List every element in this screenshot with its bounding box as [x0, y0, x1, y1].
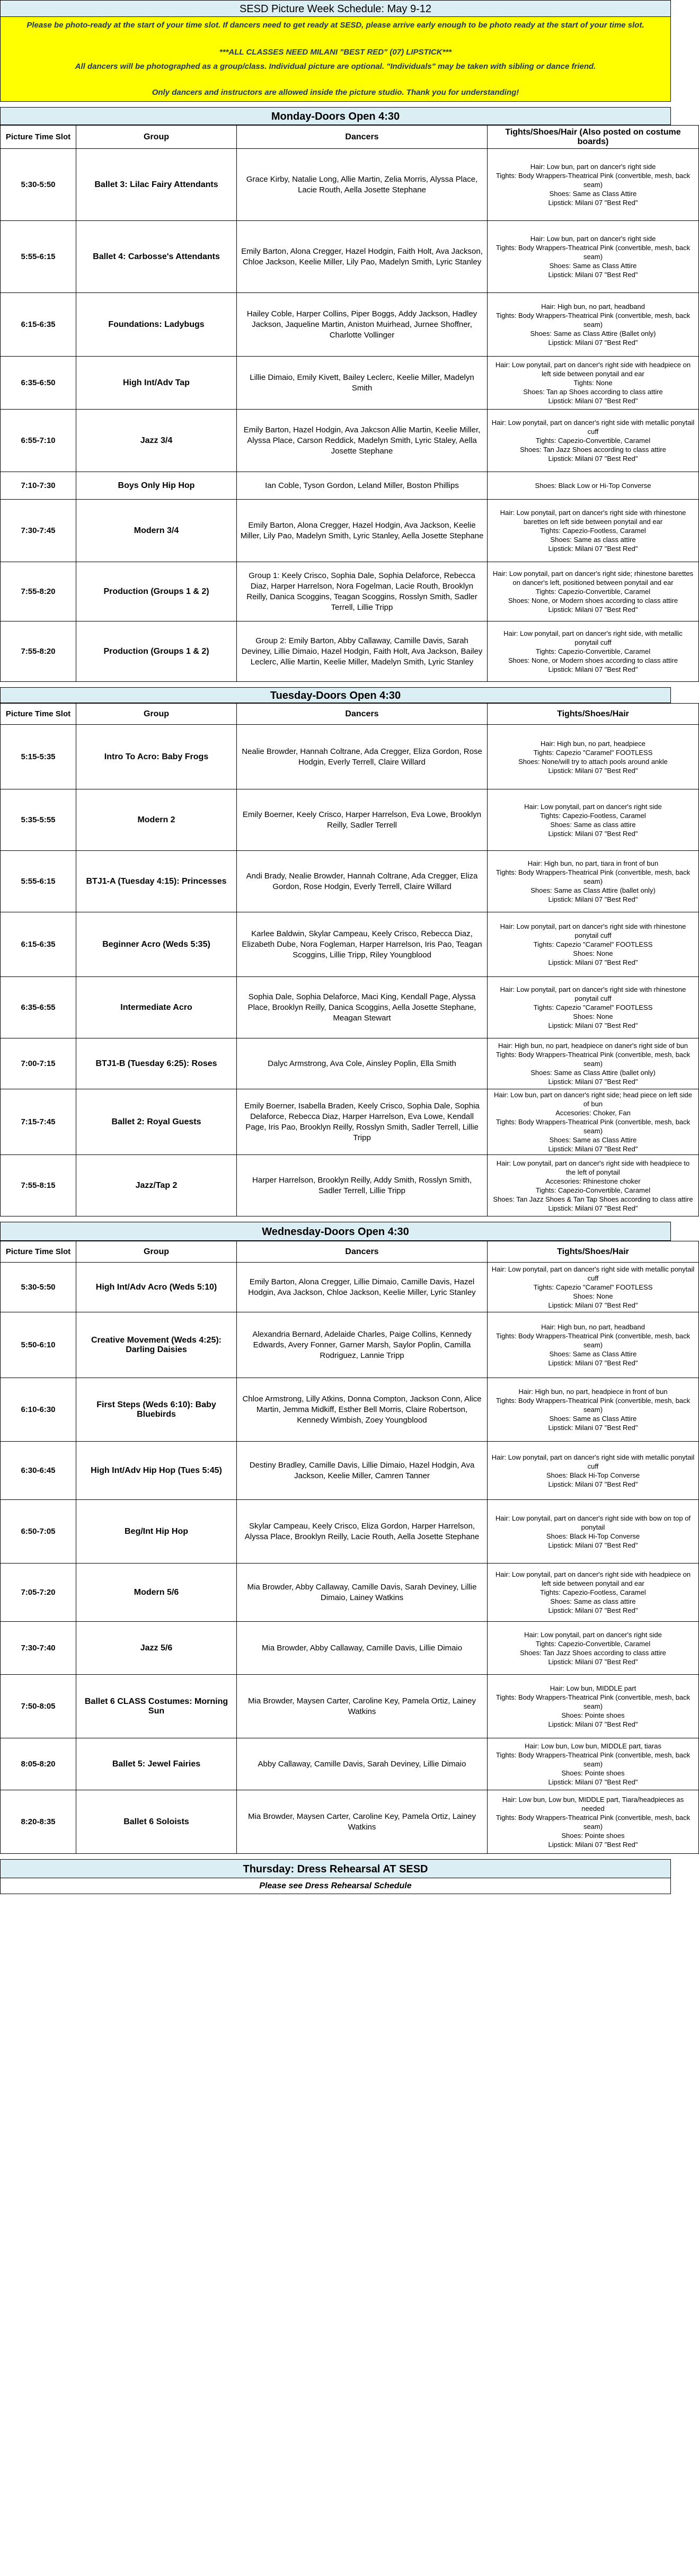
- thursday-note: Please see Dress Rehearsal Schedule: [0, 1878, 671, 1894]
- cell-tights: [488, 1675, 699, 1738]
- tights-line: Shoes: Black Hi-Top Converse: [546, 1471, 640, 1479]
- tights-line: Tights: Body Wrappers-Theatrical Pink (convertible, mesh, back seam): [496, 172, 691, 189]
- cell-group: BTJ1-A (Tuesday 4:15): Princesses: [76, 851, 237, 912]
- cell-time: 6:55-7:10: [1, 410, 76, 472]
- tights-line: Lipstick: Milani 07 "Best Red": [548, 958, 638, 966]
- tights-line: Hair: Low ponytail, part on dancer's right side with metallic ponytail cuff: [491, 1453, 695, 1470]
- table-row: [1, 725, 699, 789]
- cell-group: Ballet 3: Lilac Fairy Attendants: [76, 149, 237, 221]
- tights-line: Tights: Capezio-Convertible, Caramel: [535, 437, 651, 445]
- cell-group: Jazz/Tap 2: [76, 1155, 237, 1216]
- tights-line: Lipstick: Milani 07 "Best Red": [548, 1778, 638, 1786]
- tights-line: Lipstick: Milani 07 "Best Red": [548, 1606, 638, 1614]
- cell-tights: [488, 1442, 699, 1500]
- table-row: [1, 1622, 699, 1675]
- cell-group: High Int/Adv Tap: [76, 357, 237, 410]
- table-row: [1, 1738, 699, 1790]
- cell-time: 5:50-6:10: [1, 1312, 76, 1378]
- cell-time: 8:20-8:35: [1, 1790, 76, 1854]
- schedule-table: [0, 125, 699, 682]
- column-header: Group: [76, 126, 237, 149]
- cell-dancers: Mia Browder, Abby Callaway, Camille Davis, Sarah Deviney, Lillie Dimaio, Lainey Watkins: [237, 1564, 488, 1622]
- tights-line: Hair: Low bun, Low bun, MIDDLE part, tiaras: [525, 1742, 661, 1750]
- cell-time: 7:15-7:45: [1, 1089, 76, 1155]
- tights-line: Tights: Body Wrappers-Theatrical Pink (convertible, mesh, back seam): [496, 1751, 691, 1768]
- page-title: SESD Picture Week Schedule: May 9-12: [0, 0, 671, 17]
- cell-tights: [488, 1155, 699, 1216]
- table-row: [1, 977, 699, 1038]
- cell-tights: [488, 472, 699, 500]
- tights-line: Tights: Body Wrappers-Theatrical Pink (convertible, mesh, back seam): [496, 312, 691, 328]
- column-header: Dancers: [237, 1241, 488, 1263]
- cell-dancers: Emily Barton, Alona Cregger, Hazel Hodgin, Faith Holt, Ava Jackson, Chloe Jackson, Keelie Miller, Lily Pao, Madelyn Smith, Lyric Stanley: [237, 221, 488, 293]
- tights-line: Tights: Capezio "Caramel" FOOTLESS: [533, 1003, 653, 1011]
- cell-dancers: Lillie Dimaio, Emily Kivett, Bailey Leclerc, Keelie Miller, Madelyn Smith: [237, 357, 488, 410]
- tights-line: Shoes: Tan Jazz Shoes according to class attire: [520, 1648, 666, 1657]
- tights-line: Shoes: None: [573, 949, 613, 957]
- cell-tights: [488, 977, 699, 1038]
- table-row: [1, 221, 699, 293]
- tights-line: Shoes: None: [573, 1012, 613, 1020]
- tights-line: Shoes: Same as Class Attire (ballet only): [530, 886, 656, 894]
- tights-line: Hair: Low bun, part on dancer's right side: [530, 235, 656, 243]
- cell-time: 7:30-7:45: [1, 500, 76, 562]
- tights-line: Shoes: Same as class attire: [550, 536, 636, 544]
- tights-line: Lipstick: Milani 07 "Best Red": [548, 1480, 638, 1488]
- table-row: [1, 357, 699, 410]
- cell-dancers: Dalyc Armstrong, Ava Cole, Ainsley Poplin, Ella Smith: [237, 1038, 488, 1089]
- tights-line: Tights: Body Wrappers-Theatrical Pink (convertible, mesh, back seam): [496, 1118, 691, 1135]
- tights-line: Shoes: None: [573, 1292, 613, 1300]
- cell-group: Modern 5/6: [76, 1564, 237, 1622]
- table-row: [1, 789, 699, 851]
- tights-line: Lipstick: Milani 07 "Best Red": [548, 545, 638, 553]
- tights-line: Tights: Body Wrappers-Theatrical Pink (convertible, mesh, back seam): [496, 1397, 691, 1414]
- tights-line: Shoes: Same as Class Attire (ballet only): [530, 1069, 656, 1077]
- tights-line: Tights: Capezio-Footless, Caramel: [540, 1588, 646, 1596]
- day-header: Monday-Doors Open 4:30: [0, 107, 671, 125]
- tights-line: Shoes: Black Hi-Top Converse: [546, 1532, 640, 1540]
- tights-line: Hair: High bun, no part, headpiece: [540, 739, 645, 748]
- tights-line: Shoes: Tan Jazz Shoes & Tan Tap Shoes according to class attire: [493, 1195, 693, 1203]
- tights-line: Tights: Capezio-Convertible, Caramel: [535, 588, 651, 596]
- tights-line: Hair: Low bun, MIDDLE part: [550, 1684, 636, 1692]
- tights-line: Tights: Body Wrappers-Theatrical Pink (convertible, mesh, back seam): [496, 1813, 691, 1831]
- cell-group: First Steps (Weds 6:10): Baby Bluebirds: [76, 1378, 237, 1442]
- table-row: [1, 472, 699, 500]
- tights-line: Hair: Low ponytail, part on dancer's right side with rhinestone ponytail cuff: [500, 922, 686, 939]
- column-header: Tights/Shoes/Hair: [488, 1241, 699, 1263]
- cell-tights: [488, 1263, 699, 1312]
- cell-group: Intermediate Acro: [76, 977, 237, 1038]
- cell-time: 7:30-7:40: [1, 1622, 76, 1675]
- tights-line: Shoes: None/will try to attach pools around ankle: [518, 757, 668, 766]
- cell-tights: [488, 912, 699, 977]
- tights-line: Tights: Capezio "Caramel" FOOTLESS: [533, 748, 653, 757]
- cell-group: Boys Only Hip Hop: [76, 472, 237, 500]
- column-header-row: [1, 1241, 699, 1263]
- tights-line: Hair: Low ponytail, part on dancer's right side with rhinestone barettes on left side between ponytail and ear: [500, 509, 686, 526]
- column-header: Picture Time Slot: [1, 126, 76, 149]
- column-header: Dancers: [237, 126, 488, 149]
- tights-line: Shoes: Pointe shoes: [561, 1831, 625, 1840]
- tights-line: Hair: High bun, no part, tiara in front of bun: [527, 859, 659, 867]
- day-header: Wednesday-Doors Open 4:30: [0, 1222, 671, 1241]
- cell-dancers: Emily Boerner, Keely Crisco, Harper Harrelson, Eva Lowe, Brooklyn Reilly, Sadler Terrell: [237, 789, 488, 851]
- tights-line: Hair: High bun, no part, headpiece in front of bun: [518, 1388, 668, 1396]
- table-row: [1, 1675, 699, 1738]
- cell-dancers: Harper Harrelson, Brooklyn Reilly, Addy Smith, Rosslyn Smith, Sadler Terrell, Lillie Tripp: [237, 1155, 488, 1216]
- cell-tights: [488, 1738, 699, 1790]
- tights-line: Lipstick: Milani 07 "Best Red": [548, 1720, 638, 1728]
- tights-line: Hair: Low ponytail, part on dancer's right side with headpiece on left side between ponytail and ear: [495, 361, 691, 378]
- cell-time: 8:05-8:20: [1, 1738, 76, 1790]
- cell-time: 5:30-5:50: [1, 1263, 76, 1312]
- table-row: [1, 1564, 699, 1622]
- notice-studio-access: Only dancers and instructors are allowed inside the picture studio. Thank you for understanding!: [0, 85, 671, 102]
- cell-tights: [488, 1622, 699, 1675]
- cell-tights: [488, 1790, 699, 1854]
- cell-time: 6:35-6:50: [1, 357, 76, 410]
- cell-group: Modern 2: [76, 789, 237, 851]
- column-header: Dancers: [237, 704, 488, 725]
- cell-group: Beg/Int Hip Hop: [76, 1500, 237, 1564]
- tights-line: Hair: High bun, no part, headband: [541, 303, 645, 310]
- tights-line: Hair: Low ponytail, part on dancer's right side with rhinestone ponytail cuff: [500, 985, 686, 1002]
- tights-line: Hair: Low bun, part on dancer's right side: [530, 163, 656, 171]
- cell-time: 7:00-7:15: [1, 1038, 76, 1089]
- tights-line: Hair: Low ponytail, part on dancer's right side with bow on top of ponytail: [495, 1514, 691, 1531]
- table-row: [1, 293, 699, 357]
- cell-group: Beginner Acro (Weds 5:35): [76, 912, 237, 977]
- cell-group: Modern 3/4: [76, 500, 237, 562]
- cell-group: Production (Groups 1 & 2): [76, 621, 237, 682]
- cell-tights: [488, 500, 699, 562]
- table-row: [1, 1089, 699, 1155]
- tights-line: Hair: High bun, no part, headband: [541, 1323, 645, 1331]
- cell-time: 7:55-8:20: [1, 621, 76, 682]
- cell-time: 7:05-7:20: [1, 1564, 76, 1622]
- cell-dancers: Group 2: Emily Barton, Abby Callaway, Camille Davis, Sarah Deviney, Lillie Dimaio, Hazel Hodgin, Faith Holt, Ava Jackson, Bailey Leclerc, Allie Martin, Keelie Miller, Madelyn Smith, Lyric Stanley: [237, 621, 488, 682]
- tights-line: Hair: Low ponytail, part on dancer's right side with metallic ponytail cuff: [491, 419, 695, 436]
- tights-line: Hair: Low ponytail, part on dancer's right side with headpiece on left side between ponytail and ear: [495, 1570, 691, 1587]
- cell-tights: [488, 562, 699, 621]
- cell-dancers: Mia Browder, Abby Callaway, Camille Davis, Lillie Dimaio: [237, 1622, 488, 1675]
- notice-photo-ready: Please be photo-ready at the start of your time slot. If dancers need to get ready at SESD, please arrive early enough to be photo ready at the start of your time slot.: [0, 17, 671, 46]
- cell-dancers: Mia Browder, Maysen Carter, Caroline Key, Pamela Ortiz, Lainey Watkins: [237, 1790, 488, 1854]
- tights-line: Lipstick: Milani 07 "Best Red": [548, 455, 638, 463]
- tights-line: Tights: Body Wrappers-Theatrical Pink (convertible, mesh, back seam): [496, 868, 691, 885]
- tights-line: Lipstick: Milani 07 "Best Red": [548, 895, 638, 903]
- cell-tights: [488, 410, 699, 472]
- tights-line: Lipstick: Milani 07 "Best Red": [548, 665, 638, 673]
- cell-tights: [488, 221, 699, 293]
- tights-line: Shoes: Pointe shoes: [561, 1711, 625, 1719]
- cell-time: 6:30-6:45: [1, 1442, 76, 1500]
- notice-lipstick: ***ALL CLASSES NEED MILANI "BEST RED" (07) LIPSTICK***: [0, 46, 671, 59]
- column-header: Tights/Shoes/Hair (Also posted on costume boards): [488, 126, 699, 149]
- tights-line: Hair: High bun, no part, headpiece on daner's right side of bun: [498, 1042, 688, 1050]
- tights-line: Accesories: Rhinestone choker: [545, 1177, 641, 1185]
- column-header: Group: [76, 704, 237, 725]
- table-row: [1, 1263, 699, 1312]
- cell-time: 5:15-5:35: [1, 725, 76, 789]
- cell-tights: [488, 621, 699, 682]
- tights-line: Shoes: None, or Modern shoes according to class attire: [508, 656, 678, 664]
- cell-tights: [488, 789, 699, 851]
- cell-dancers: Emily Boerner, Isabella Braden, Keely Crisco, Sophia Dale, Sophia Delaforce, Rebecca Diaz, Harper Harrelson, Eva Lowe, Kendall Page, Iris Pao, Brooklyn Reilly, Rosslyn Smith, Sadler Terrell, Lillie Tripp: [237, 1089, 488, 1155]
- cell-time: 7:10-7:30: [1, 472, 76, 500]
- tights-line: Tights: Capezio-Convertible, Caramel: [535, 647, 651, 655]
- cell-dancers: Hailey Coble, Harper Collins, Piper Boggs, Addy Jackson, Hadley Jackson, Jaqueline Martin, Aniston Muirhead, Jurnee Shoffner, Charlotte Vollinger: [237, 293, 488, 357]
- tights-line: Tights: Capezio-Footless, Caramel: [540, 527, 646, 535]
- column-header: Tights/Shoes/Hair: [488, 704, 699, 725]
- cell-dancers: Abby Callaway, Camille Davis, Sarah Deviney, Lillie Dimaio: [237, 1738, 488, 1790]
- thursday-header: Thursday: Dress Rehearsal AT SESD: [0, 1859, 671, 1878]
- table-row: [1, 1038, 699, 1089]
- column-header: Picture Time Slot: [1, 1241, 76, 1263]
- tights-line: Lipstick: Milani 07 "Best Red": [548, 199, 638, 207]
- cell-time: 6:35-6:55: [1, 977, 76, 1038]
- cell-time: 5:30-5:50: [1, 149, 76, 221]
- schedule-table: [0, 1241, 699, 1854]
- cell-time: 5:55-6:15: [1, 221, 76, 293]
- cell-tights: [488, 1378, 699, 1442]
- cell-time: 5:55-6:15: [1, 851, 76, 912]
- table-row: [1, 1155, 699, 1216]
- tights-line: Shoes: Same as class attire: [550, 1597, 636, 1605]
- tights-line: Tights: Capezio "Caramel" FOOTLESS: [533, 940, 653, 948]
- table-row: [1, 621, 699, 682]
- cell-group: Ballet 6 CLASS Costumes: Morning Sun: [76, 1675, 237, 1738]
- column-header: Group: [76, 1241, 237, 1263]
- cell-dancers: Sophia Dale, Sophia Delaforce, Maci King, Kendall Page, Alyssa Place, Brooklyn Reilly, Danica Scoggins, Aella Josette Stephane, Meagan Stewart: [237, 977, 488, 1038]
- cell-dancers: Karlee Baldwin, Skylar Campeau, Keely Crisco, Rebecca Diaz, Elizabeth Dube, Nora Fogleman, Harper Harrelson, Iris Pao, Teagan Scoggins, Lillie Tripp, Riley Youngblood: [237, 912, 488, 977]
- cell-group: Ballet 6 Soloists: [76, 1790, 237, 1854]
- cell-group: Ballet 4: Carbosse's Attendants: [76, 221, 237, 293]
- tights-line: Tights: None: [573, 379, 613, 387]
- tights-line: Lipstick: Milani 07 "Best Red": [548, 766, 638, 775]
- cell-tights: [488, 1312, 699, 1378]
- cell-group: Production (Groups 1 & 2): [76, 562, 237, 621]
- tights-line: Lipstick: Milani 07 "Best Red": [548, 1078, 638, 1086]
- schedule-table: [0, 703, 699, 1216]
- cell-dancers: Mia Browder, Maysen Carter, Caroline Key, Pamela Ortiz, Lainey Watkins: [237, 1675, 488, 1738]
- cell-dancers: Emily Barton, Alona Cregger, Hazel Hodgin, Ava Jackson, Keelie Miller, Lily Pao, Madelyn Smith, Lyric Stanley, Aella Josette Stephane: [237, 500, 488, 562]
- table-row: [1, 500, 699, 562]
- cell-dancers: Emily Barton, Hazel Hodgin, Ava Jakcson Allie Martin, Keelie Miller, Alyssa Place, Carson Reddick, Madelyn Smith, Lyric Staley, Aella Josette Stephane: [237, 410, 488, 472]
- tights-line: Shoes: Black Low or Hi-Top Converse: [535, 482, 651, 490]
- tights-line: Lipstick: Milani 07 "Best Red": [548, 1541, 638, 1549]
- cell-dancers: Ian Coble, Tyson Gordon, Leland Miller, Boston Phillips: [237, 472, 488, 500]
- tights-line: Shoes: Same as Class Attire: [549, 1415, 637, 1423]
- cell-time: 7:55-8:15: [1, 1155, 76, 1216]
- tights-line: Hair: Low ponytail, part on dancer's right side with headpiece to the left of ponytail: [496, 1159, 690, 1176]
- column-header-row: [1, 126, 699, 149]
- table-row: [1, 1312, 699, 1378]
- tights-line: Hair: Low ponytail, part on dancer's right side: [524, 802, 662, 811]
- cell-dancers: Destiny Bradley, Camille Davis, Lillie Dimaio, Hazel Hodgin, Ava Jackson, Keelie Miller, Camren Tanner: [237, 1442, 488, 1500]
- cell-dancers: Grace Kirby, Natalie Long, Allie Martin, Zelia Morris, Alyssa Place, Lacie Routh, Aella Josette Stephane: [237, 149, 488, 221]
- table-row: [1, 1442, 699, 1500]
- cell-group: Creative Movement (Weds 4:25): Darling Daisies: [76, 1312, 237, 1378]
- cell-dancers: Skylar Campeau, Keely Crisco, Eliza Gordon, Harper Harrelson, Alyssa Place, Brooklyn Reilly, Lacie Routh, Aella Josette Stephane: [237, 1500, 488, 1564]
- tights-line: Lipstick: Milani 07 "Best Red": [548, 1359, 638, 1367]
- cell-tights: [488, 149, 699, 221]
- tights-line: Hair: Low ponytail, part on dancer's right side, with metallic ponytail cuff: [503, 629, 683, 646]
- tights-line: Hair: Low ponytail, part on dancer's right side with metallic ponytail cuff: [491, 1265, 695, 1282]
- cell-time: 6:10-6:30: [1, 1378, 76, 1442]
- cell-tights: [488, 851, 699, 912]
- cell-time: 6:50-7:05: [1, 1500, 76, 1564]
- day-header: Tuesday-Doors Open 4:30: [0, 687, 671, 703]
- cell-time: 7:55-8:20: [1, 562, 76, 621]
- tights-line: Accesories: Choker, Fan: [555, 1109, 631, 1117]
- cell-group: BTJ1-B (Tuesday 6:25): Roses: [76, 1038, 237, 1089]
- cell-tights: [488, 1089, 699, 1155]
- table-row: [1, 1790, 699, 1854]
- tights-line: Lipstick: Milani 07 "Best Red": [548, 1657, 638, 1666]
- table-row: [1, 851, 699, 912]
- tights-line: Lipstick: Milani 07 "Best Red": [548, 271, 638, 279]
- tights-line: Shoes: Same as Class Attire (Ballet only): [530, 330, 656, 337]
- table-row: [1, 912, 699, 977]
- tights-line: Lipstick: Milani 07 "Best Red": [548, 1424, 638, 1432]
- tights-line: Lipstick: Milani 07 "Best Red": [548, 1301, 638, 1309]
- table-row: [1, 149, 699, 221]
- tights-line: Tights: Body Wrappers-Theatrical Pink (convertible, mesh, back seam): [496, 1332, 691, 1349]
- tights-line: Hair: Low ponytail, part on dancer's right side: [524, 1630, 662, 1639]
- tights-line: Shoes: Same as Class Attire: [549, 190, 637, 198]
- cell-dancers: Emily Barton, Alona Cregger, Lillie Dimaio, Camille Davis, Hazel Hodgin, Ava Jackson, Chloe Jackson, Keelie Miller, Lyric Stanley: [237, 1263, 488, 1312]
- tights-line: Hair: Low ponytail, part on dancer's right side; rhinestone barettes on dancer's left, positioned between ponytail and ear: [492, 570, 694, 587]
- cell-group: Intro To Acro: Baby Frogs: [76, 725, 237, 789]
- tights-line: Shoes: Same as class attire: [550, 820, 636, 829]
- cell-dancers: Andi Brady, Nealie Browder, Hannah Coltrane, Ada Cregger, Eliza Gordon, Rose Hodgin, Everly Terrell, Claire Willard: [237, 851, 488, 912]
- column-header-row: [1, 704, 699, 725]
- cell-time: 6:15-6:35: [1, 912, 76, 977]
- cell-dancers: Nealie Browder, Hannah Coltrane, Ada Cregger, Eliza Gordon, Rose Hodgin, Everly Terrell, Claire Willard: [237, 725, 488, 789]
- cell-tights: [488, 725, 699, 789]
- cell-group: Ballet 2: Royal Guests: [76, 1089, 237, 1155]
- tights-line: Shoes: Same as Class Attire: [549, 1136, 637, 1144]
- day-sections: [0, 102, 695, 1854]
- cell-tights: [488, 1500, 699, 1564]
- cell-tights: [488, 293, 699, 357]
- notice-group-photos: All dancers will be photographed as a group/class. Individual picture are optional. "Individuals" may be taken with sibling or dance friend.: [0, 59, 671, 85]
- tights-line: Shoes: Tan ap Shoes according to class attire: [523, 388, 663, 396]
- tights-line: Shoes: Same as Class Attire: [549, 1350, 637, 1358]
- tights-line: Tights: Capezio-Footless, Caramel: [540, 811, 646, 820]
- cell-time: 6:15-6:35: [1, 293, 76, 357]
- tights-line: Lipstick: Milani 07 "Best Red": [548, 829, 638, 838]
- cell-tights: [488, 1038, 699, 1089]
- tights-line: Tights: Body Wrappers-Theatrical Pink (convertible, mesh, back seam): [496, 1693, 691, 1710]
- cell-time: 5:35-5:55: [1, 789, 76, 851]
- tights-line: Tights: Capezio-Convertible, Caramel: [535, 1186, 651, 1194]
- tights-line: Lipstick: Milani 07 "Best Red": [548, 1840, 638, 1849]
- table-row: [1, 1500, 699, 1564]
- cell-dancers: Alexandria Bernard, Adelaide Charles, Paige Collins, Kennedy Edwards, Avery Fonner, Garner Marsh, Saylor Poplin, Camilla Rodriguez, Lannie Tripp: [237, 1312, 488, 1378]
- tights-line: Lipstick: Milani 07 "Best Red": [548, 606, 638, 614]
- tights-line: Tights: Capezio "Caramel" FOOTLESS: [533, 1283, 653, 1291]
- cell-group: Jazz 5/6: [76, 1622, 237, 1675]
- tights-line: Shoes: Pointe shoes: [561, 1769, 625, 1777]
- tights-line: Lipstick: Milani 07 "Best Red": [548, 1204, 638, 1212]
- cell-group: Foundations: Ladybugs: [76, 293, 237, 357]
- tights-line: Shoes: None, or Modern shoes according to class attire: [508, 597, 678, 605]
- tights-line: Lipstick: Milani 07 "Best Red": [548, 397, 638, 405]
- cell-tights: [488, 1564, 699, 1622]
- cell-dancers: Chloe Armstrong, Lilly Atkins, Donna Compton, Jackson Conn, Alice Martin, Jemma Midkiff, Esther Bell Morris, Claire Robertson, Kennedy Wimbish, Zoey Youngblood: [237, 1378, 488, 1442]
- tights-line: Tights: Capezio-Convertible, Caramel: [535, 1639, 651, 1648]
- tights-line: Hair: Low bun, Low bun, MIDDLE part, Tiara/headpieces as needed: [502, 1795, 684, 1813]
- tights-line: Lipstick: Milani 07 "Best Red": [548, 339, 638, 347]
- table-row: [1, 562, 699, 621]
- tights-line: Shoes: Same as Class Attire: [549, 262, 637, 270]
- tights-line: Shoes: Tan Jazz Shoes according to class attire: [520, 446, 666, 454]
- tights-line: Lipstick: Milani 07 "Best Red": [548, 1145, 638, 1153]
- tights-line: Hair: Low bun, part on dancer's right side; head piece on left side of bun: [494, 1091, 692, 1108]
- cell-group: Ballet 5: Jewel Fairies: [76, 1738, 237, 1790]
- table-row: [1, 410, 699, 472]
- tights-line: Lipstick: Milani 07 "Best Red": [548, 1021, 638, 1029]
- cell-time: 7:50-8:05: [1, 1675, 76, 1738]
- cell-group: Jazz 3/4: [76, 410, 237, 472]
- column-header: Picture Time Slot: [1, 704, 76, 725]
- cell-tights: [488, 357, 699, 410]
- cell-group: High Int/Adv Acro (Weds 5:10): [76, 1263, 237, 1312]
- cell-dancers: Group 1: Keely Crisco, Sophia Dale, Sophia Delaforce, Rebecca Diaz, Harper Harrelson, Nora Fogelman, Lacie Routh, Brooklyn Reilly, Danica Scoggins, Teagan Scoggins, Rosslyn Smith, Sadler Terrell, Lillie Tripp: [237, 562, 488, 621]
- tights-line: Tights: Body Wrappers-Theatrical Pink (convertible, mesh, back seam): [496, 244, 691, 261]
- cell-group: High Int/Adv Hip Hop (Tues 5:45): [76, 1442, 237, 1500]
- tights-line: Tights: Body Wrappers-Theatrical Pink (convertible, mesh, back seam): [496, 1051, 691, 1068]
- table-row: [1, 1378, 699, 1442]
